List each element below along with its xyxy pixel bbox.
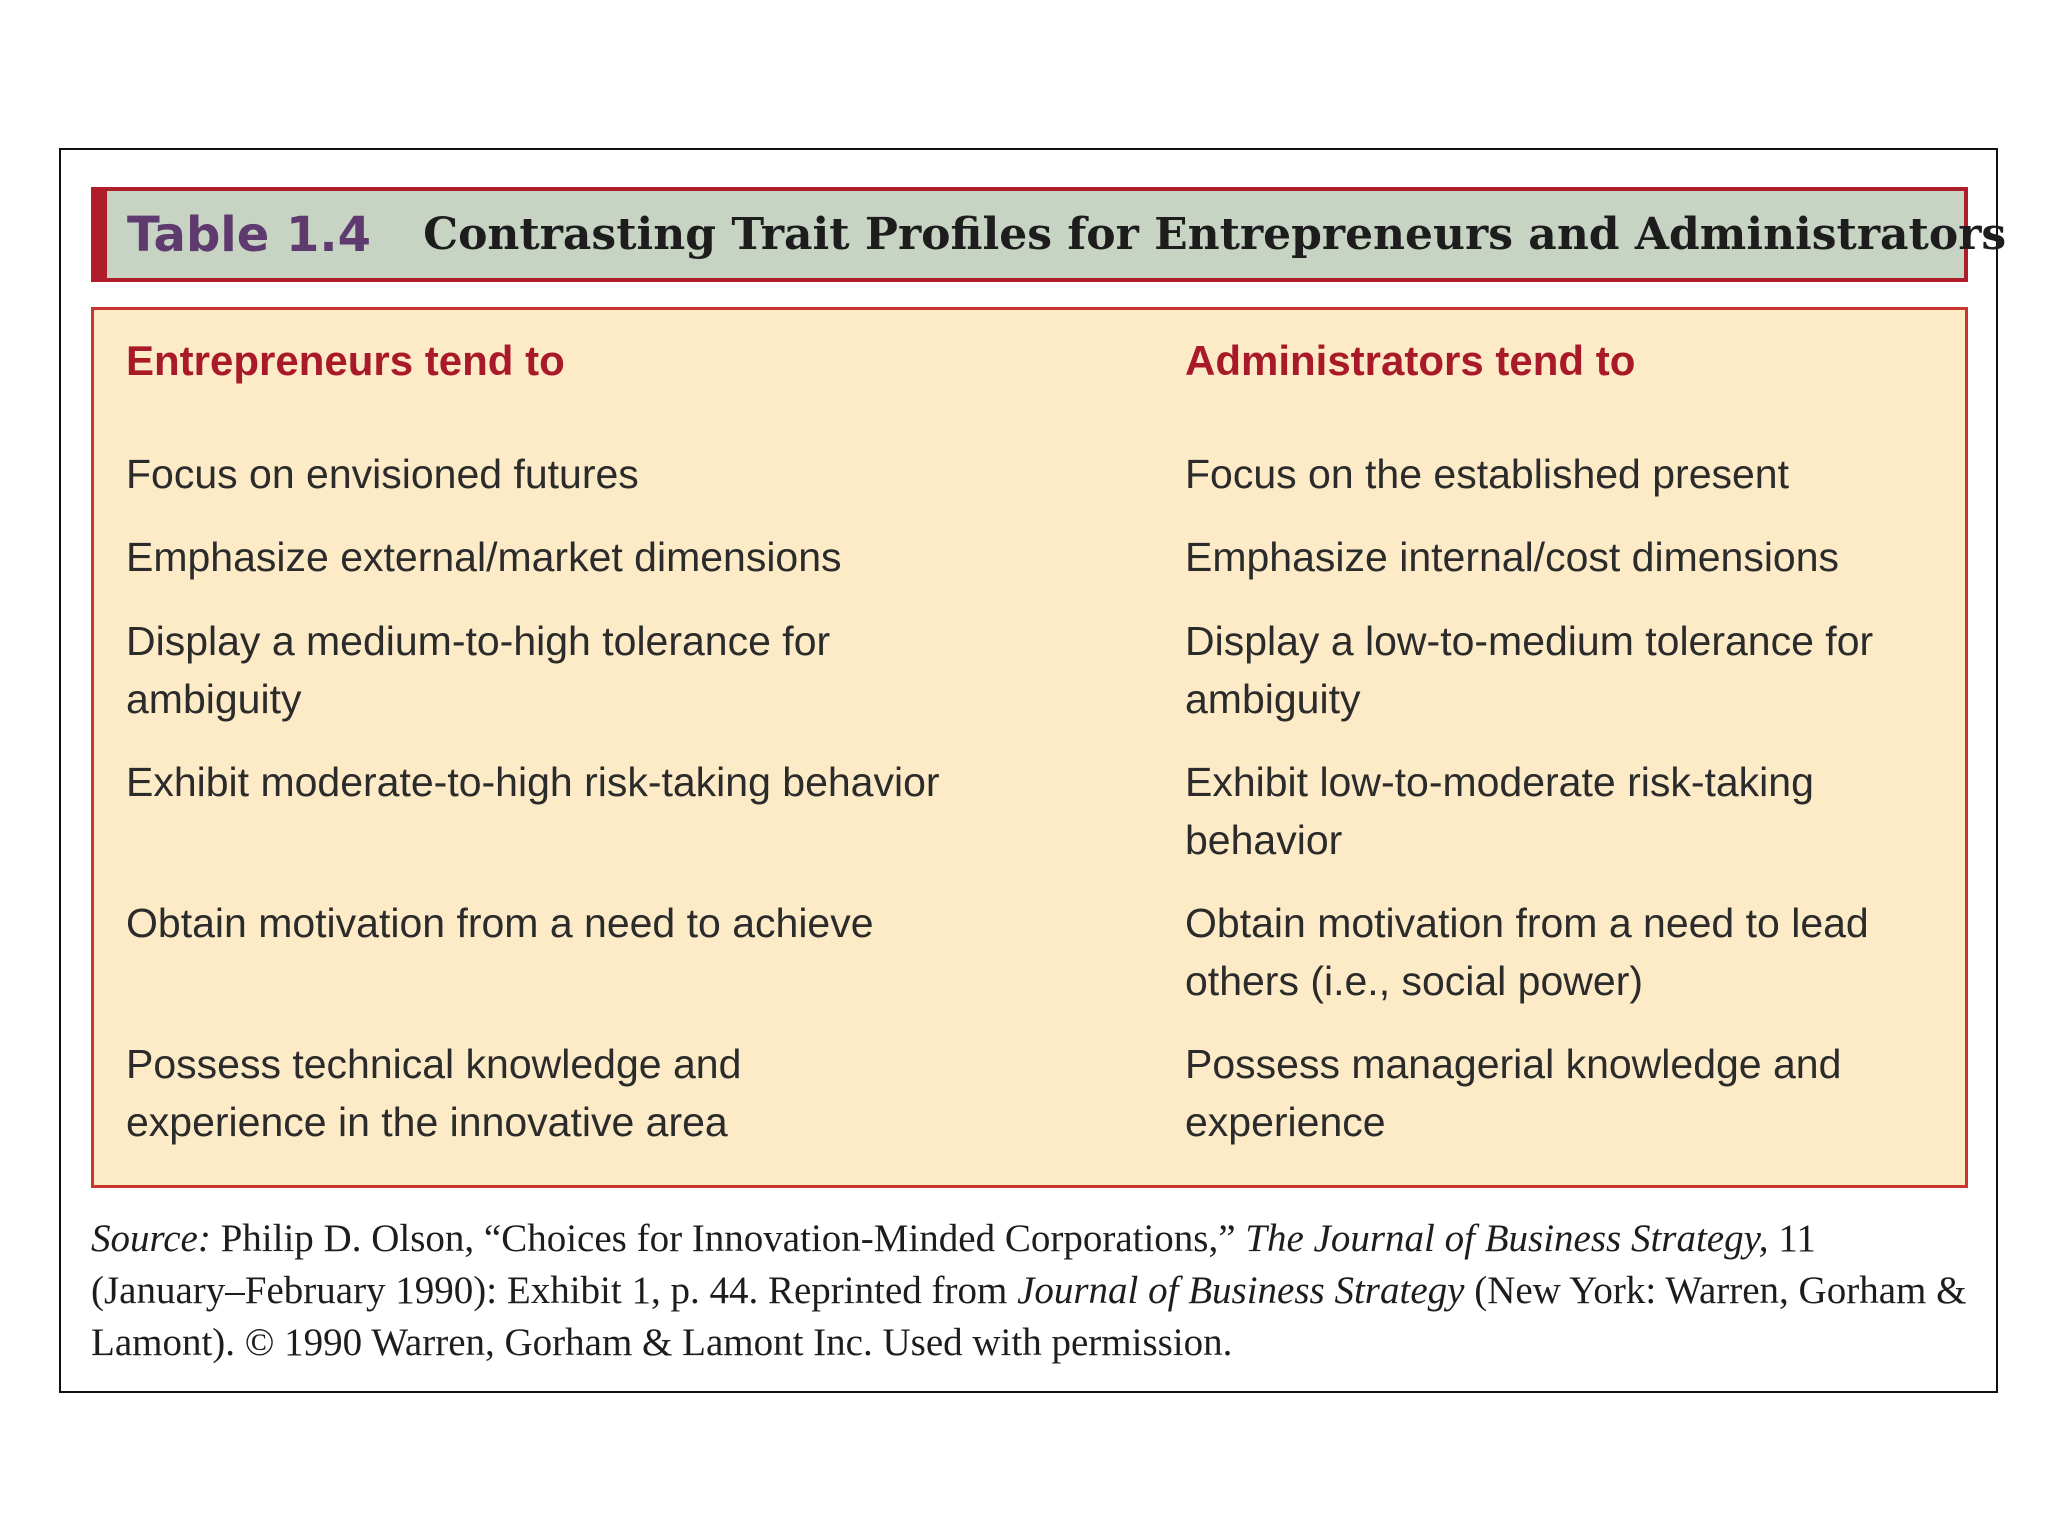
administrators-column [1185,334,1955,1145]
source-label: Source: [91,1217,211,1260]
source-journal-title: The Journal of Business Strategy, [1245,1217,1769,1260]
list-item: Exhibit low-to-moderate risk-taking behavior [1185,759,1814,863]
list-item: Emphasize external/market dimensions [126,534,842,580]
list-item: Display a low-to-medium tolerance for ambiguity [1185,618,1874,722]
list-item: Display a medium-to-high tolerance for ambiguity [126,618,831,722]
table-body [91,307,1968,1188]
list-item: Focus on the established present [1185,451,1789,497]
list-item: Emphasize internal/cost dimensions [1185,534,1840,580]
source-text: 11 (January–February 1990): Exhibit 1, p. 44. Reprinted from [91,1217,1816,1312]
entrepreneurs-column [126,334,1106,1145]
list-item: Obtain motivation from a need to achieve [126,900,874,946]
source-note [91,1213,1971,1369]
source-text: Philip D. Olson, “Choices for Innovation-Minded Corporations,” [210,1217,1246,1260]
table-title-bar [91,187,2007,282]
list-item: Focus on envisioned futures [126,451,639,497]
administrators-header: Administrators tend to [1185,337,1636,384]
entrepreneurs-header: Entrepreneurs tend to [126,337,565,384]
list-item: Obtain motivation from a need to lead others (i.e., social power) [1185,900,1869,1004]
list-item: Possess managerial knowledge and experience [1185,1041,1842,1145]
table-title: Contrasting Trait Profiles for Entrepreneurs and Administrators [423,209,2007,260]
list-item: Possess technical knowledge and experience in the innovative area [126,1041,742,1145]
list-item: Exhibit moderate-to-high risk-taking behavior [126,759,940,805]
source-journal-title: Journal of Business Strategy [1017,1269,1465,1312]
source-text: (New York: Warren, Gorham & Lamont). © 1990 Warren, Gorham & Lamont Inc. Used with permission. [91,1269,1967,1364]
table-number: Table 1.4 [127,206,372,263]
